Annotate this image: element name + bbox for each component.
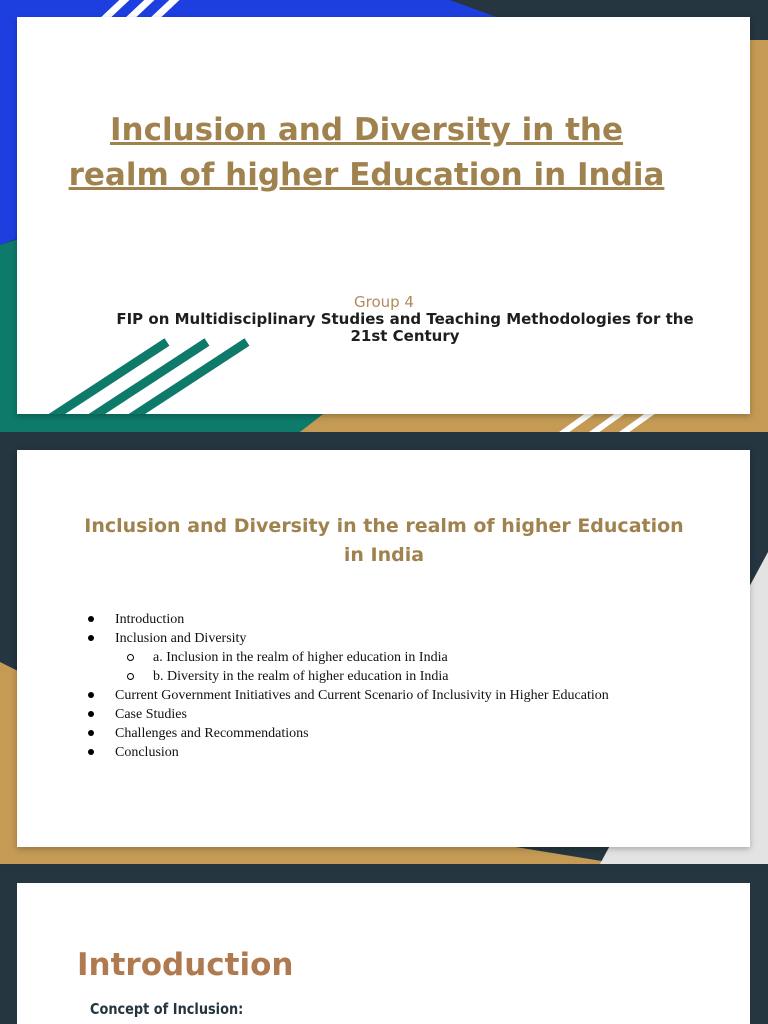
slide-2-title: Inclusion and Diversity in the realm of higher Education in India: [84, 515, 684, 566]
agenda-item: Case Studies: [82, 705, 702, 724]
agenda-item: Conclusion: [82, 743, 702, 762]
bullet-icon: [88, 730, 94, 736]
slide-1-subtitle: FIP on Multidisciplinary Studies and Teaching Methodologies for the 21st Century: [116, 310, 694, 345]
bullet-icon: [88, 692, 94, 698]
slide-3-subheading: Concept of Inclusion:: [90, 1000, 244, 1018]
agenda-item: Challenges and Recommendations: [82, 724, 702, 743]
hollow-bullet-icon: [127, 654, 134, 661]
agenda-list: [82, 610, 702, 762]
agenda-item: Current Government Initiatives and Current Scenario of Inclusivity in Higher Education: [82, 686, 702, 705]
agenda-item: Introduction: [82, 610, 702, 629]
hollow-bullet-icon: [127, 673, 134, 680]
slide-3-heading: Introduction: [77, 947, 294, 983]
bullet-icon: [88, 749, 94, 755]
bullet-icon: [88, 616, 94, 622]
slide-1-card: [17, 17, 750, 414]
bullet-icon: [88, 711, 94, 717]
slide-1-title: Inclusion and Diversity in the realm of higher Education in India: [68, 112, 665, 193]
agenda-item: Inclusion and Diversity: [82, 629, 702, 648]
agenda-subitem: b. Diversity in the realm of higher education in India: [82, 667, 702, 686]
group-label: Group 4: [354, 293, 414, 311]
agenda-subitem: a. Inclusion in the realm of higher education in India: [82, 648, 702, 667]
bullet-icon: [88, 635, 94, 641]
